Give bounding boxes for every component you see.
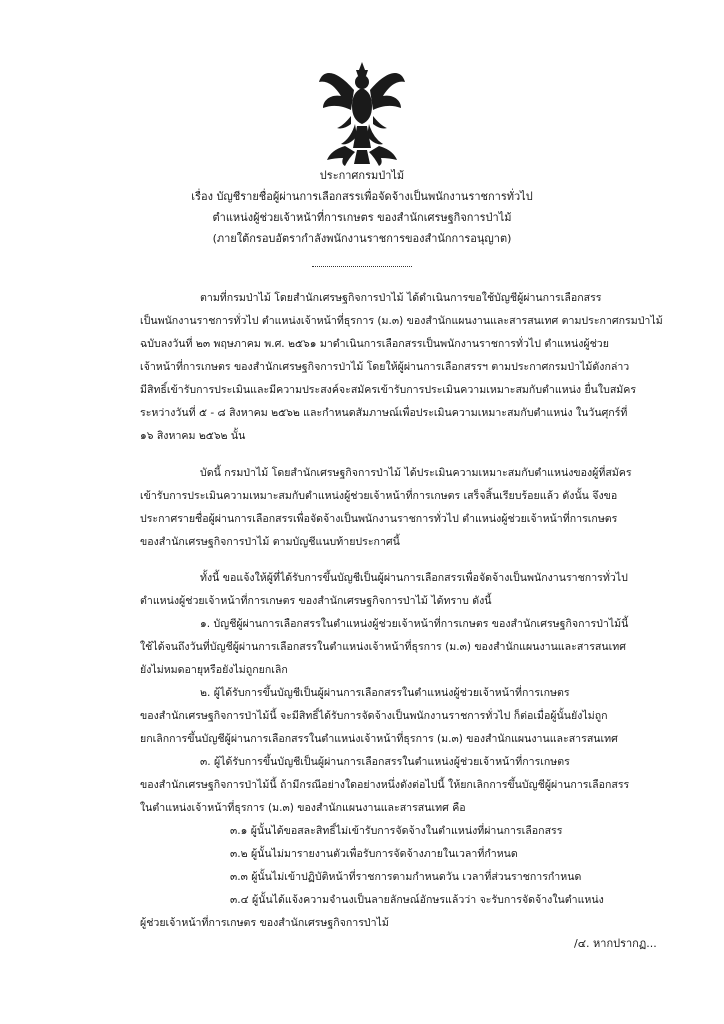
- sub-list-item: ๓.๒ ผู้นั้นไม่มารายงานตัวเพื่อรับการจัดจ้างภายในเวลาที่กำหนด: [230, 848, 518, 860]
- body-text-line: ประกาศรายชื่อผู้ผ่านการเลือกสรรเพื่อจัดจ้างเป็นพนักงานราชการทั่วไป ตำแหน่งผู้ช่วยเจ้าหน้าที่การเกษตร: [140, 513, 618, 525]
- garuda-emblem-icon: [317, 60, 407, 168]
- body-text-line: ระหว่างวันที่ ๕ - ๘ สิงหาคม ๒๕๖๒ และกำหนดสัมภาษณ์เพื่อประเมินความเหมาะสมกับตำแหน่ง ในวันศุกร์ที่: [140, 407, 628, 419]
- sub-list-item: ๓.๔ ผู้นั้นได้แจ้งความจำนงเป็นลายลักษณ์อักษรแล้วว่า จะรับการจัดจ้างในตำแหน่ง: [230, 894, 604, 906]
- body-text-line: บัดนี้ กรมป่าไม้ โดยสำนักเศรษฐกิจการป่าไม้ ได้ประเมินความเหมาะสมกับตำแหน่งของผู้ที่สมัคร: [200, 467, 632, 479]
- body-text-line: ฉบับลงวันที่ ๒๓ พฤษภาคม พ.ศ. ๒๕๖๑ มาดำเนินการเลือกสรรเป็นพนักงานราชการทั่วไป ตำแหน่งผู้ช่วย: [140, 338, 609, 350]
- body-text-line: ตำแหน่งผู้ช่วยเจ้าหน้าที่การเกษตร ของสำนักเศรษฐกิจการป่าไม้ ได้ทราบ ดังนี้: [140, 595, 492, 607]
- subject-line: ตำแหน่งผู้ช่วยเจ้าหน้าที่การเกษตร ของสำนักเศรษฐกิจการป่าไม้: [212, 211, 512, 224]
- list-item: ยังไม่หมดอายุหรือยังไม่ถูกยกเลิก: [140, 664, 288, 676]
- list-item: ใช้ได้จนถึงวันที่บัญชีผู้ผ่านการเลือกสรรในตำแหน่งเจ้าหน้าที่ธุรการ (ม.๓) ของสำนักแผนงานและสารสนเทศ: [140, 641, 626, 653]
- body-text-line: ตามที่กรมป่าไม้ โดยสำนักเศรษฐกิจการป่าไม้ ได้ดำเนินการขอใช้บัญชีผู้ผ่านการเลือกสรร: [200, 292, 602, 304]
- announcement-title: ประกาศกรมป่าไม้: [319, 169, 405, 182]
- body-text-line: เป็นพนักงานราชการทั่วไป ตำแหน่งเจ้าหน้าที่ธุรการ (ม.๓) ของสำนักแผนงานและสารสนเทศ ตามประกาศกรมป่าไม้: [140, 315, 663, 327]
- sub-list-item: ผู้ช่วยเจ้าหน้าที่การเกษตร ของสำนักเศรษฐกิจการป่าไม้: [140, 917, 389, 929]
- list-item: ของสำนักเศรษฐกิจการป่าไม้นี้ จะมีสิทธิ์ได้รับการจัดจ้างเป็นพนักงานราชการทั่วไป ก็ต่อเมื่อผู้นั้นยังไม่ถูก: [140, 710, 608, 722]
- page-continuation: /๔. หากปรากฏ...: [574, 937, 657, 950]
- list-item: ๑. บัญชีผู้ผ่านการเลือกสรรในตำแหน่งผู้ช่วยเจ้าหน้าที่การเกษตร ของสำนักเศรษฐกิจการป่าไม้นี้: [200, 618, 629, 630]
- title-divider: [312, 266, 412, 267]
- list-item: ของสำนักเศรษฐกิจการป่าไม้นี้ ถ้ามีกรณีอย่างใดอย่างหนึ่งดังต่อไปนี้ ให้ยกเลิกการขึ้นบัญชีผู้ผ่านการเลือกสรร: [140, 779, 630, 791]
- body-text-line: เข้ารับการประเมินความเหมาะสมกับตำแหน่งผู้ช่วยเจ้าหน้าที่การเกษตร เสร็จสิ้นเรียบร้อยแล้ว ดังนั้น จึงขอ: [140, 490, 618, 502]
- body-text-line: ทั้งนี้ ขอแจ้งให้ผู้ที่ได้รับการขึ้นบัญชีเป็นผู้ผ่านการเลือกสรรเพื่อจัดจ้างเป็นพนักงานราชการทั่วไป: [200, 572, 628, 584]
- list-item: ในตำแหน่งเจ้าหน้าที่ธุรการ (ม.๓) ของสำนักแผนงานและสารสนเทศ คือ: [140, 802, 466, 814]
- list-item: ๒. ผู้ได้รับการขึ้นบัญชีเป็นผู้ผ่านการเลือกสรรในตำแหน่งผู้ช่วยเจ้าหน้าที่การเกษตร: [200, 687, 570, 699]
- subject-line: (ภายใต้กรอบอัตรากำลังพนักงานราชการของสำนักการอนุญาต): [212, 232, 512, 245]
- body-text-line: ๑๖ สิงหาคม ๒๕๖๒ นั้น: [140, 430, 246, 442]
- sub-list-item: ๓.๓ ผู้นั้นไม่เข้าปฏิบัติหน้าที่ราชการตามกำหนดวัน เวลาที่ส่วนราชการกำหนด: [230, 871, 582, 883]
- sub-list-item: ๓.๑ ผู้นั้นได้ขอสละสิทธิ์ไม่เข้ารับการจัดจ้างในตำแหน่งที่ผ่านการเลือกสรร: [230, 825, 563, 837]
- body-text-line: มีสิทธิ์เข้ารับการประเมินและมีความประสงค์จะสมัครเข้ารับการประเมินความเหมาะสมกับตำแหน่ง ยื่นใบสมัคร: [140, 384, 637, 396]
- subject-line: เรื่อง บัญชีรายชื่อผู้ผ่านการเลือกสรรเพื่อจัดจ้างเป็นพนักงานราชการทั่วไป: [191, 190, 533, 203]
- body-text-line: เจ้าหน้าที่การเกษตร ของสำนักเศรษฐกิจการป่าไม้ โดยให้ผู้ผ่านการเลือกสรรฯ ตามประกาศกรมป่าไม้ดังกล่าว: [140, 361, 630, 373]
- body-text-line: ของสำนักเศรษฐกิจการป่าไม้ ตามบัญชีแนบท้ายประกาศนี้: [140, 536, 400, 548]
- list-item: ๓. ผู้ได้รับการขึ้นบัญชีเป็นผู้ผ่านการเลือกสรรในตำแหน่งผู้ช่วยเจ้าหน้าที่การเกษตร: [200, 756, 570, 768]
- list-item: ยกเลิกการขึ้นบัญชีผู้ผ่านการเลือกสรรในตำแหน่งเจ้าหน้าที่ธุรการ (ม.๓) ของสำนักแผนงานและสารสนเทศ: [140, 733, 618, 745]
